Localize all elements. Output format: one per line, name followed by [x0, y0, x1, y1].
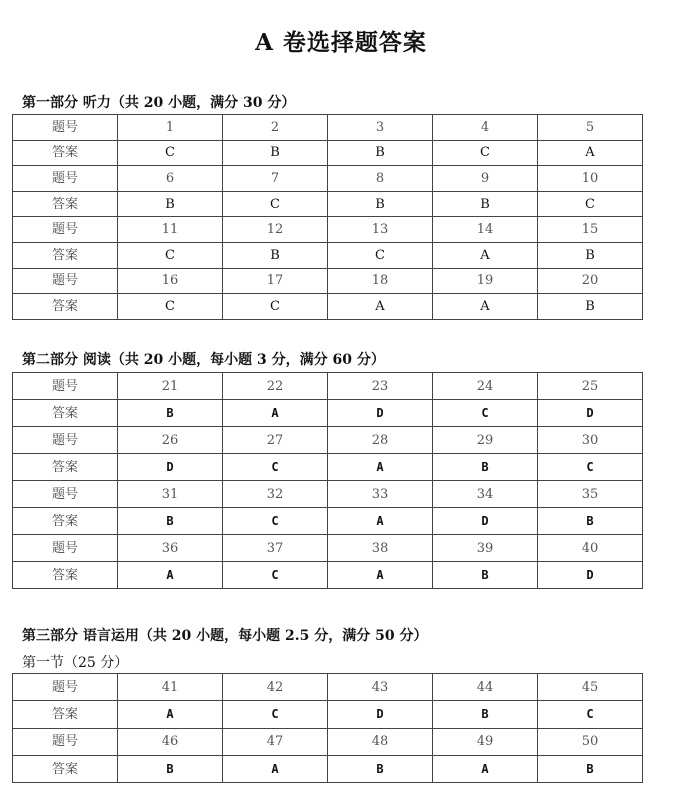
- question-number-cell: 22: [223, 373, 328, 400]
- question-number-cell: 33: [328, 481, 433, 508]
- section1-heading: 第一部分 听力（共 20 小题，满分 30 分）: [22, 95, 296, 111]
- question-number-cell: 39: [433, 535, 538, 562]
- answer-cell: C: [538, 191, 643, 217]
- question-number-cell: 19: [433, 268, 538, 294]
- answer-row: [13, 191, 643, 217]
- answer-label: 答案: [13, 191, 118, 217]
- answer-row: [13, 140, 643, 166]
- question-number-cell: 7: [223, 166, 328, 192]
- page-title: A 卷选择题答案: [255, 29, 427, 56]
- answer-label: 答案: [13, 242, 118, 268]
- answer-cell: C: [223, 454, 328, 481]
- answer-row: [13, 242, 643, 268]
- question-number-cell: 21: [118, 373, 223, 400]
- question-number-cell: 23: [328, 373, 433, 400]
- answer-label: 答案: [13, 508, 118, 535]
- question-number-label: 题号: [13, 427, 118, 454]
- question-number-cell: 5: [538, 115, 643, 141]
- question-number-cell: 45: [538, 674, 643, 701]
- answer-cell: C: [433, 400, 538, 427]
- question-number-row: [13, 217, 643, 243]
- answer-row: [13, 701, 643, 728]
- answer-cell: C: [223, 508, 328, 535]
- answer-cell: A: [223, 400, 328, 427]
- question-number-label: 题号: [13, 268, 118, 294]
- answer-cell: B: [538, 242, 643, 268]
- question-number-row: [13, 166, 643, 192]
- question-number-cell: 25: [538, 373, 643, 400]
- question-number-row: [13, 373, 643, 400]
- question-number-label: 题号: [13, 535, 118, 562]
- answer-row: [13, 400, 643, 427]
- answer-cell: B: [433, 701, 538, 728]
- question-number-row: [13, 535, 643, 562]
- question-number-row: [13, 115, 643, 141]
- answer-cell: C: [538, 454, 643, 481]
- question-number-cell: 6: [118, 166, 223, 192]
- answer-cell: C: [223, 562, 328, 589]
- section3-heading: 第三部分 语言运用（共 20 小题，每小题 2.5 分，满分 50 分）: [22, 628, 428, 644]
- question-number-cell: 41: [118, 674, 223, 701]
- answer-label: 答案: [13, 454, 118, 481]
- answer-label: 答案: [13, 140, 118, 166]
- question-number-cell: 10: [538, 166, 643, 192]
- question-number-cell: 26: [118, 427, 223, 454]
- question-number-cell: 40: [538, 535, 643, 562]
- question-number-cell: 32: [223, 481, 328, 508]
- answer-cell: B: [118, 755, 223, 782]
- question-number-cell: 49: [433, 728, 538, 755]
- question-number-cell: 16: [118, 268, 223, 294]
- answer-cell: D: [328, 701, 433, 728]
- question-number-row: [13, 481, 643, 508]
- question-number-cell: 50: [538, 728, 643, 755]
- question-number-cell: 14: [433, 217, 538, 243]
- answer-cell: A: [433, 755, 538, 782]
- answer-row: [13, 755, 643, 782]
- answer-cell: B: [328, 191, 433, 217]
- answer-cell: C: [223, 191, 328, 217]
- question-number-cell: 15: [538, 217, 643, 243]
- question-number-cell: 2: [223, 115, 328, 141]
- question-number-cell: 4: [433, 115, 538, 141]
- answer-cell: A: [328, 562, 433, 589]
- answer-cell: C: [118, 294, 223, 320]
- question-number-cell: 42: [223, 674, 328, 701]
- question-number-cell: 38: [328, 535, 433, 562]
- question-number-cell: 48: [328, 728, 433, 755]
- answer-cell: A: [328, 294, 433, 320]
- question-number-cell: 30: [538, 427, 643, 454]
- answer-row: [13, 454, 643, 481]
- question-number-label: 题号: [13, 728, 118, 755]
- answer-label: 答案: [13, 294, 118, 320]
- question-number-row: [13, 728, 643, 755]
- question-number-cell: 9: [433, 166, 538, 192]
- answer-cell: A: [328, 454, 433, 481]
- answer-cell: D: [118, 454, 223, 481]
- answer-cell: A: [433, 294, 538, 320]
- question-number-cell: 8: [328, 166, 433, 192]
- answer-label: 答案: [13, 562, 118, 589]
- answer-label: 答案: [13, 755, 118, 782]
- question-number-row: [13, 268, 643, 294]
- answer-cell: B: [118, 508, 223, 535]
- question-number-cell: 24: [433, 373, 538, 400]
- answer-cell: A: [118, 562, 223, 589]
- answer-cell: B: [118, 191, 223, 217]
- question-number-cell: 17: [223, 268, 328, 294]
- question-number-row: [13, 674, 643, 701]
- answer-cell: C: [118, 140, 223, 166]
- answer-cell: B: [328, 755, 433, 782]
- question-number-row: [13, 427, 643, 454]
- answer-row: [13, 508, 643, 535]
- question-number-label: 题号: [13, 217, 118, 243]
- answer-cell: A: [328, 508, 433, 535]
- question-number-cell: 35: [538, 481, 643, 508]
- question-number-cell: 3: [328, 115, 433, 141]
- answer-label: 答案: [13, 701, 118, 728]
- question-number-cell: 37: [223, 535, 328, 562]
- answer-cell: B: [538, 294, 643, 320]
- answer-cell: D: [433, 508, 538, 535]
- question-number-cell: 13: [328, 217, 433, 243]
- answer-cell: C: [328, 242, 433, 268]
- section3-subheading: 第一节（25 分）: [22, 655, 129, 671]
- answer-cell: B: [433, 191, 538, 217]
- answer-cell: C: [538, 701, 643, 728]
- question-number-cell: 28: [328, 427, 433, 454]
- answer-cell: C: [223, 701, 328, 728]
- question-number-label: 题号: [13, 166, 118, 192]
- section2-heading: 第二部分 阅读（共 20 小题，每小题 3 分，满分 60 分）: [22, 352, 385, 368]
- answer-row: [13, 294, 643, 320]
- question-number-cell: 34: [433, 481, 538, 508]
- answer-cell: C: [223, 294, 328, 320]
- answer-cell: B: [433, 562, 538, 589]
- question-number-cell: 20: [538, 268, 643, 294]
- answer-cell: A: [538, 140, 643, 166]
- section3-answer-table: [12, 673, 643, 783]
- answer-cell: D: [328, 400, 433, 427]
- answer-cell: D: [538, 562, 643, 589]
- answer-cell: B: [328, 140, 433, 166]
- question-number-cell: 47: [223, 728, 328, 755]
- section1-answer-table: [12, 114, 643, 320]
- question-number-label: 题号: [13, 481, 118, 508]
- answer-cell: B: [118, 400, 223, 427]
- answer-cell: B: [538, 755, 643, 782]
- answer-cell: C: [433, 140, 538, 166]
- question-number-cell: 27: [223, 427, 328, 454]
- question-number-cell: 18: [328, 268, 433, 294]
- answer-cell: D: [538, 400, 643, 427]
- answer-cell: A: [118, 701, 223, 728]
- question-number-cell: 46: [118, 728, 223, 755]
- question-number-label: 题号: [13, 373, 118, 400]
- answer-cell: A: [223, 755, 328, 782]
- question-number-cell: 12: [223, 217, 328, 243]
- question-number-cell: 1: [118, 115, 223, 141]
- question-number-cell: 31: [118, 481, 223, 508]
- answer-cell: A: [433, 242, 538, 268]
- answer-cell: B: [223, 140, 328, 166]
- question-number-cell: 43: [328, 674, 433, 701]
- answer-cell: B: [538, 508, 643, 535]
- answer-cell: B: [433, 454, 538, 481]
- question-number-cell: 36: [118, 535, 223, 562]
- answer-row: [13, 562, 643, 589]
- answer-cell: C: [118, 242, 223, 268]
- answer-cell: B: [223, 242, 328, 268]
- question-number-cell: 29: [433, 427, 538, 454]
- section2-answer-table: [12, 372, 643, 589]
- question-number-cell: 11: [118, 217, 223, 243]
- question-number-label: 题号: [13, 674, 118, 701]
- question-number-label: 题号: [13, 115, 118, 141]
- question-number-cell: 44: [433, 674, 538, 701]
- answer-label: 答案: [13, 400, 118, 427]
